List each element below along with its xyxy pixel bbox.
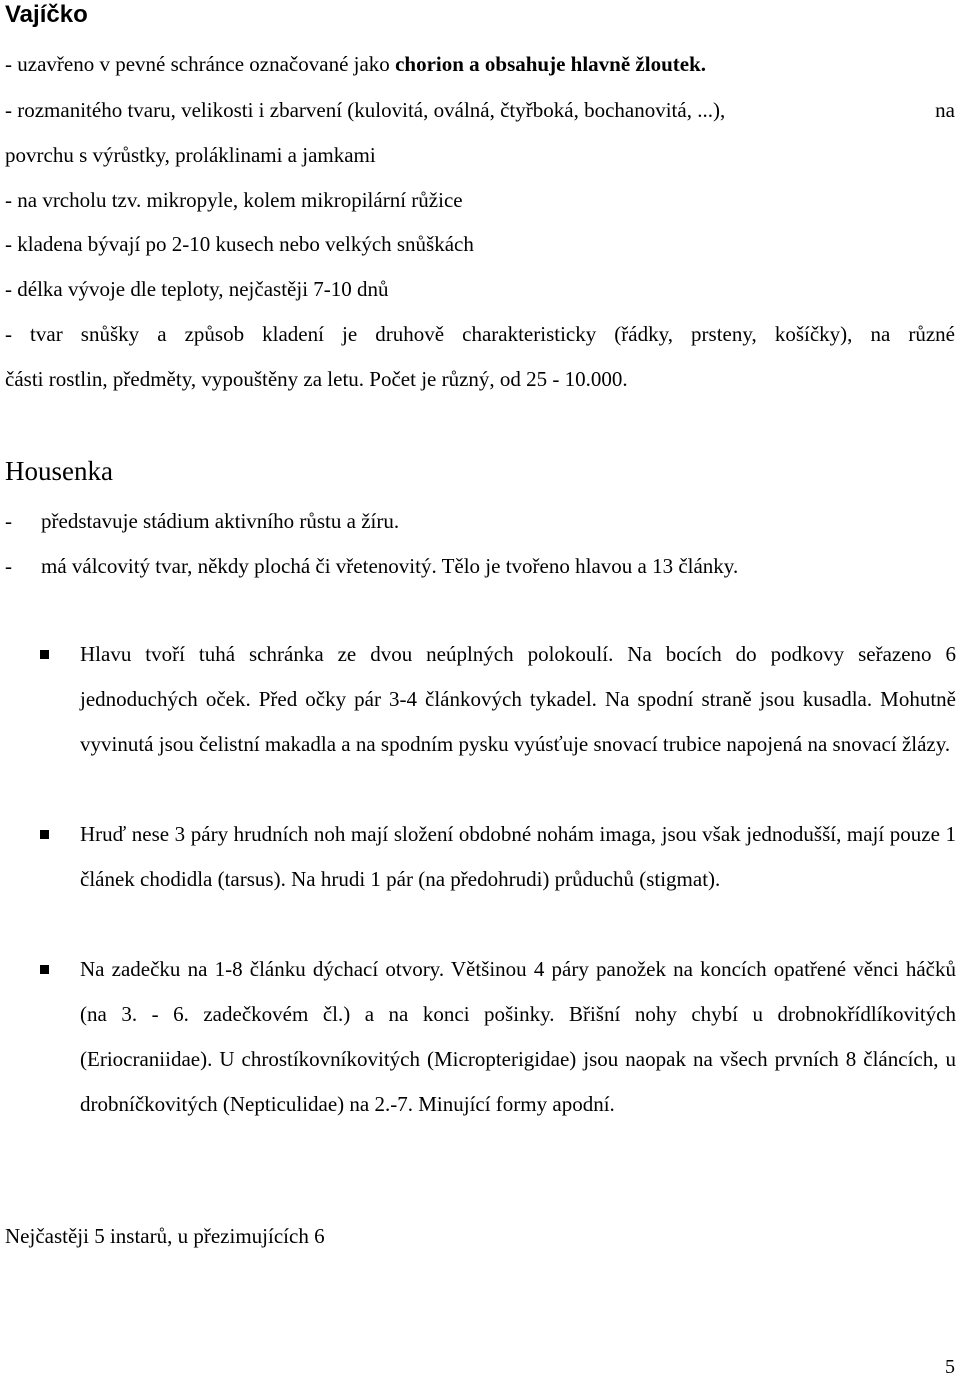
bullet-item-head: Hlavu tvoří tuhá schránka ze dvou neúplných polokoulí. Na bocích do podkovy seřazeno 6 jednoduchých oček. Před očky pár 3-4 článkových tykadel. Na spodní straně jsou kusadla. Mohutně vyvinutá jsou čelistní makadla a na spodním pysku vyúsťuje snovací trubice napojená na snovací žlázy. — [80, 642, 956, 756]
bullet-item-thorax: Hruď nese 3 páry hrudních noh mají složení obdobné nohám imaga, jsou však jednodušší, mají pouze 1 článek chodidla (tarsus). Na hrudi 1 pár (na předohrudi) průduchů (stigmat). — [80, 822, 956, 891]
square-bullet-icon — [40, 965, 49, 974]
section-heading-egg: Vajíčko — [5, 1, 88, 28]
bullet-item-abdomen: Na zadečku na 1-8 článku dýchací otvory. Většinou 4 páry panožek na koncích opatřené věnci háčků (na 3. - 6. zadečkovém čl.) a na konci pošinky. Břišní nohy chybí u drobnokřídlíkovitých (Eriocraniidae). U chrostíkovníkovitých (Micropterigidae) jsou naopak na všech prvních 8 článcích, u drobníčkovitých (Nepticulidae) na 2.-7. Minující formy apodní. — [80, 957, 956, 1116]
egg-line-laying: - kladena bývají po 2-10 kusech nebo velkých snůškách — [5, 232, 474, 256]
instar-note: Nejčastěji 5 instarů, u přezimujících 6 — [5, 1224, 325, 1248]
dash-item-text: má válcovitý tvar, někdy plochá či vřetenovitý. Tělo je tvořeno hlavou a 13 články. — [41, 554, 739, 578]
egg-line-chorion-text: - uzavřeno v pevné schránce označované jako — [5, 52, 396, 76]
page-number: 5 — [945, 1356, 955, 1378]
egg-line-shape — [5, 96, 955, 124]
egg-line-clutch: - tvar snůšky a způsob kladení je druhově charakteristicky (řádky, prsteny, košíčky), na různé — [5, 322, 955, 346]
square-bullet-icon — [40, 830, 49, 839]
dash-item-text: představuje stádium aktivního růstu a žíru. — [41, 509, 400, 533]
caterpillar-dash-item — [5, 507, 399, 535]
square-bullet-icon — [40, 650, 49, 659]
egg-line-clutch-cont: části rostlin, předměty, vypouštěny za letu. Počet je různý, od 25 - 10.000. — [5, 367, 628, 391]
egg-line-shape-cont: povrchu s výrůstky, proláklinami a jamkami — [5, 143, 376, 167]
section-heading-caterpillar: Housenka — [5, 456, 113, 486]
dash-marker: - — [5, 509, 12, 533]
egg-line-chorion — [5, 50, 706, 78]
egg-line-shape-end: na — [935, 98, 955, 122]
egg-line-development: - délka vývoje dle teploty, nejčastěji 7-10 dnů — [5, 277, 389, 301]
dash-marker: - — [5, 554, 12, 578]
caterpillar-dash-item — [5, 552, 738, 580]
egg-line-micropyle: - na vrcholu tzv. mikropyle, kolem mikropilární růžice — [5, 188, 463, 212]
egg-line-chorion-bold: chorion a obsahuje hlavně žloutek. — [395, 52, 707, 76]
egg-line-shape-text: - rozmanitého tvaru, velikosti i zbarvení (kulovitá, oválná, čtyřboká, bochanovitá, ...), — [5, 98, 726, 122]
